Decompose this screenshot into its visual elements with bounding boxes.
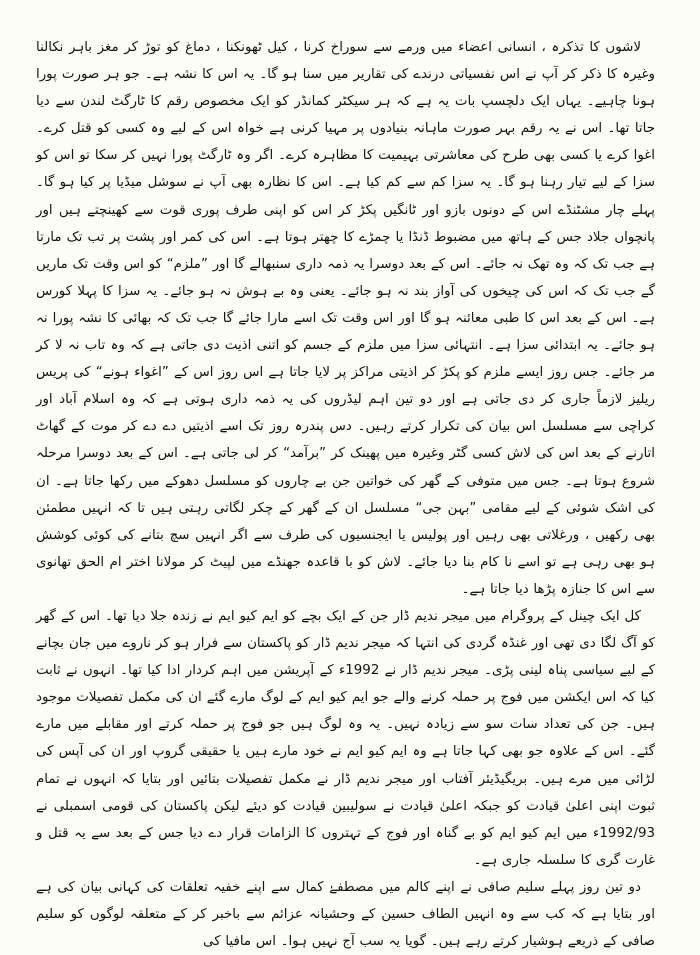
- paragraph-2: کل ایک چینل کے پروگرام میں میجر ندیم ڈار جن کے ایک بچے کو ایم کیو ایم نے زندہ جلا دیا تھا۔ اس کے گھر کو آگ لگا دی تھی اور غنڈہ گردی کی انتہا کہ میجر ندیم ڈار کو پاکستان سے فرار ہو کر ناروے میں جان بچانے کے لیے سیاسی پناہ لینی پڑی۔ میجر ندیم ڈار نے 1992ء کے آپریشن میں اہم کردار ادا کیا تھا۔ انہوں نے ثابت کیا کہ اس ایکشن میں فوج پر حملہ کرنے والے جو ایم کیو ایم کے لوگ مارے گئے ان کی مکمل تفصیلات موجود ہیں۔ جن کی تعداد سات سو سے زیادہ نہیں۔ یہ وہ لوگ ہیں جو فوج پر حملہ کرتے اور مقابلے میں مارے گئے۔ اس کے علاوہ جو بھی کہا جاتا ہے وہ ایم کیو ایم نے خود مارے ہیں یا حقیقی گروپ اور ان کی آپس کی لڑائی میں مرے ہیں۔ بریگیڈیئر آفتاب اور میجر ندیم ڈار نے مکمل تفصیلات بتائیں اور بتایا کہ انہوں نے تمام ثبوت اپنی اعلیٰ قیادت کو جبکہ اعلیٰ قیادت نے سولیبین قیادت کو دیئے لیکن پاکستان کی قومی اسمبلی نے 1992/93ء میں ایم کیو ایم کو بے گناہ اور فوج کے تہتروں کا الزامات قرار دے دیا جس کے بعد سے یہ قتل و غارت گری کا سلسلہ جاری ہے۔: [36, 608, 655, 868]
- article-body: [36, 34, 655, 955]
- paragraph-1: لاشوں کا تذکرہ ، انسانی اعضاء میں ورمے سے سوراخ کرنا ، کیل ٹھونکنا ، دماغ کو توڑ کر مغز باہر نکالنا وغیرہ کا ذکر کر آپ نے اس نفسیاتی درندے کی تقاریر میں سنا ہو گا۔ یہ اس کا نشہ ہے۔ جو ہر صورت پورا ہونا چاہیے۔ یہاں ایک دلچسپ بات یہ ہے کہ ہر سیکٹر کمانڈر کو ایک مخصوص رقم کا ٹارگٹ لندن سے دیا جاتا تھا۔ اس نے یہ رقم بہر صورت ماہانہ بنیادوں پر مہیا کرنی ہے خواہ اس کے لیے وہ کسی کو قتل کرے۔ اغوا کرے یا کسی بھی طرح کی معاشرتی بہیمیت کا مظاہرہ کرے۔ اگر وہ ٹارگٹ پورا نہیں کر سکا تو اس کو سزا کے لیے تیار رہنا ہو گا۔ یہ سزا کم سے کم کیا ہے۔ اس کا نظارہ بھی آپ نے سوشل میڈیا پر کیا ہو گا۔ پہلے چار مشٹنڈے اس کے دونوں بازو اور ٹانگیں پکڑ کر اس کو اپنی طرف پوری قوت سے کھینچتے ہیں اور پانچواں جلاد جس کے ہاتھ میں مضبوط ڈنڈا یا چمڑے کا چھتر ہوتا ہے۔ اس کی کمر اور پشت پر تب تک مارتا ہے جب تک کہ وہ تھک نہ جائے۔ اس کے بعد دوسرا یہ ذمہ داری سنبھالے گا اور ”ملزم“ کو اس وقت تک ماریں گے جب تک کہ اس کی چیخوں کی آواز بند نہ ہو جائے۔ یعنی وہ بے ہوش نہ ہو جائے۔ یہ سزا کا پہلا کورس ہے۔ اس کے بعد اس کا طبی معائنہ ہو گا اور اس وقت تک اسے مارا جائے گا جب تک کہ بھائی کا نشہ پورا نہ ہو جائے۔ یہ ابتدائی سزا ہے۔ انتہائی سزا میں ملزم کے جسم کو اتنی اذیت دی جاتی ہے کہ وہ تاب نہ لا کر مر جائے۔ جس روز ایسے ملزم کو پکڑ کر اذیتی مراکز پر لایا جاتا ہے اس روز اس کے ”اغواء ہونے“ کی پریس ریلیز لازماً جاری کر دی جاتی ہے اور دو تین اہم لیڈروں کی یہ ذمہ داری ہوتی ہے کہ وہ اسلام آباد اور کراچی سے مسلسل اس بیان کی تکرار کرتے رہیں۔ دس پندرہ روز تک اسے اذیتیں دے دے کر موت کے گھاٹ اتارنے کے بعد اس کی لاش کسی گٹر وغیرہ میں پھینک کر ”برآمد“ کر لی جاتی ہے۔ اس کے بعد دوسرا مرحلہ شروع ہوتا ہے۔ جس میں متوفی کے گھر کی خواتین جن بے چاروں کو مسلسل دھوکے میں رکھا جاتا ہے۔ ان کی اشک شوئی کے لیے مقامی ”بہن جی“ مسلسل ان کے گھر کے چکر لگاتی رہتی ہیں تا کہ انہیں مطمئن بھی رکھیں ، ورغلاتی بھی رہیں اور پولیس یا ایجنسیوں کی طرف سے اگر انہیں سچ بتانے کی کوئی کوشش ہو بھی رہی ہے تو اسے نا کام بنا دیا جائے۔ لاش کو با قاعدہ جھنڈے میں لپیٹ کر مولانا اختر ام الحق تھانوی سے اس کا جنازہ پڑھا دیا جاتا ہے۔: [36, 40, 655, 597]
- paragraph-3: دو تین روز پہلے سلیم صافی نے اپنے کالم میں مصطفےٰ کمال سے اپنے خفیہ تعلقات کی کہانی بیان کی ہے اور بتایا ہے کہ کب سے وہ انہیں الطاف حسین کے وحشیانہ عزائم سے باخبر کر کے متعلقہ لوگوں کو سلیم صافی کے ذریعے ہوشیار کرتے رہے ہیں۔ گویا یہ سب آج نہیں ہوا۔ اس مافیا کی: [36, 879, 655, 950]
